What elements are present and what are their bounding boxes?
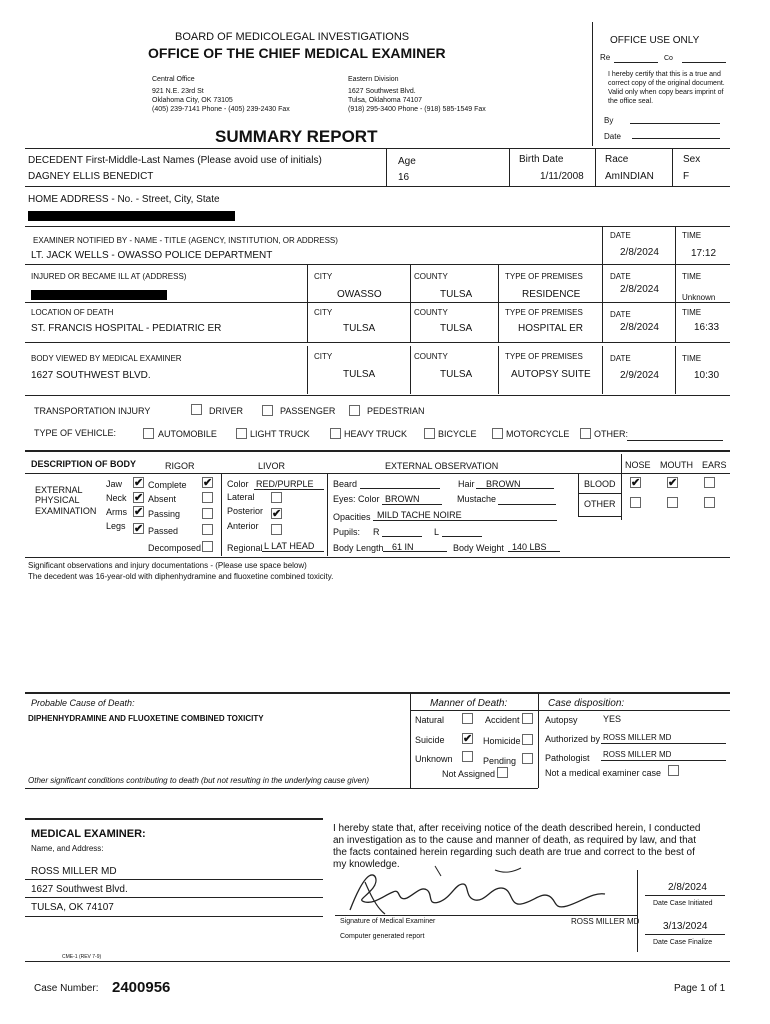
cause-of-death: DIPHENHYDRAMINE AND FLUOXETINE COMBINED TOXICITY	[28, 714, 264, 723]
birth-date: 1/11/2008	[540, 171, 584, 182]
eye-color: BROWN	[385, 494, 420, 504]
rigor-decomposed-checkbox[interactable]	[202, 541, 213, 552]
case-number: 2400956	[112, 979, 171, 996]
office-name: OFFICE OF THE CHIEF MEDICAL EXAMINER	[148, 45, 446, 61]
other-mouth-checkbox[interactable]	[667, 497, 678, 508]
date-initiated: 2/8/2024	[668, 882, 707, 893]
blood-mouth-checkbox[interactable]: ✔	[668, 477, 678, 489]
signature-image	[335, 862, 635, 920]
decedent-name: DAGNEY ELLIS BENEDICT	[28, 171, 154, 182]
location-of-death: ST. FRANCIS HOSPITAL - PEDIATRIC ER	[31, 323, 222, 334]
notified-by: LT. JACK WELLS - OWASSO POLICE DEPARTMENT	[31, 250, 273, 261]
natural-checkbox[interactable]	[462, 713, 473, 724]
home-address-label: HOME ADDRESS - No. - Street, City, State	[28, 194, 220, 205]
pedestrian-checkbox[interactable]	[349, 405, 360, 416]
passenger-checkbox[interactable]	[262, 405, 273, 416]
hair-color: BROWN	[486, 479, 521, 489]
not-me-case-checkbox[interactable]	[668, 765, 679, 776]
authorized-by: ROSS MILLER MD	[603, 733, 672, 742]
report-title: SUMMARY REPORT	[215, 127, 378, 146]
other-nose-checkbox[interactable]	[630, 497, 641, 508]
not-assigned-checkbox[interactable]	[497, 767, 508, 778]
rigor-absent-checkbox[interactable]	[202, 492, 213, 503]
redacted-address	[28, 211, 235, 221]
body-viewed-location: 1627 SOUTHWEST BLVD.	[31, 370, 151, 381]
sex-value: F	[683, 171, 690, 182]
office-use-label: OFFICE USE ONLY	[610, 35, 700, 46]
age-value: 16	[398, 172, 410, 183]
notified-time: 17:12	[691, 248, 717, 259]
pending-checkbox[interactable]	[522, 753, 533, 764]
livor-color: RED/PURPLE	[256, 479, 314, 489]
unknown-checkbox[interactable]	[462, 751, 473, 762]
arms-checkbox[interactable]: ✔	[134, 506, 144, 518]
neck-checkbox[interactable]: ✔	[134, 492, 144, 504]
certify-text: I hereby certify that this is a true and correct copy of the original document. Valid only when copy bears imprint of the office seal.	[608, 71, 725, 105]
notified-date: 2/8/2024	[620, 247, 659, 258]
accident-checkbox[interactable]	[522, 713, 533, 724]
automobile-checkbox[interactable]	[143, 428, 154, 439]
bicycle-checkbox[interactable]	[424, 428, 435, 439]
signature-name: ROSS MILLER MD	[571, 917, 640, 926]
light-truck-checkbox[interactable]	[236, 428, 247, 439]
other-ears-checkbox[interactable]	[704, 497, 715, 508]
body-length: 61 IN	[392, 542, 414, 552]
regional-value: L LAT HEAD	[264, 541, 315, 551]
opacities-value: MILD TACHE NOIRE	[377, 510, 462, 520]
pathologist: ROSS MILLER MD	[603, 750, 672, 759]
redacted-injury-address	[31, 290, 167, 300]
examiner-name: ROSS MILLER MD	[31, 866, 117, 877]
decedent-label: DECEDENT First-Middle-Last Names (Please avoid use of initials)	[28, 155, 322, 166]
examiner-statement: I hereby state that, after receiving notice of the death described herein, I conducted an investigation as to the cause and manner of death, as required by law, and that the facts contained herein regarding such death are true and correct to the best of my knowledge.	[333, 823, 701, 870]
other-vehicle-checkbox[interactable]	[580, 428, 591, 439]
medical-examiner-title: MEDICAL EXAMINER:	[31, 828, 146, 840]
motorcycle-checkbox[interactable]	[492, 428, 503, 439]
board-name: BOARD OF MEDICOLEGAL INVESTIGATIONS	[175, 31, 410, 43]
suicide-checkbox[interactable]: ✔	[463, 733, 473, 745]
rigor-passed-checkbox[interactable]	[202, 524, 213, 535]
anterior-checkbox[interactable]	[271, 524, 282, 535]
page-number: Page 1 of 1	[674, 983, 726, 994]
homicide-checkbox[interactable]	[522, 734, 533, 745]
blood-ears-checkbox[interactable]	[704, 477, 715, 488]
driver-checkbox[interactable]	[191, 404, 202, 415]
autopsy-value: YES	[603, 714, 622, 724]
observations-text: The decedent was 16-year-old with diphenhydramine and fluoxetine combined toxicity.	[28, 572, 334, 581]
lateral-checkbox[interactable]	[271, 492, 282, 503]
description-of-body-title: DESCRIPTION OF BODY	[31, 459, 137, 469]
posterior-checkbox[interactable]: ✔	[272, 508, 282, 520]
jaw-checkbox[interactable]: ✔	[134, 477, 144, 489]
rigor-passing-checkbox[interactable]	[202, 508, 213, 519]
rigor-complete-checkbox[interactable]: ✔	[203, 477, 213, 489]
body-weight: 140 LBS	[512, 542, 547, 552]
heavy-truck-checkbox[interactable]	[330, 428, 341, 439]
blood-nose-checkbox[interactable]: ✔	[631, 477, 641, 489]
race-value: AmINDIAN	[605, 171, 654, 182]
date-finalized: 3/13/2024	[663, 921, 708, 932]
legs-checkbox[interactable]: ✔	[134, 523, 144, 535]
